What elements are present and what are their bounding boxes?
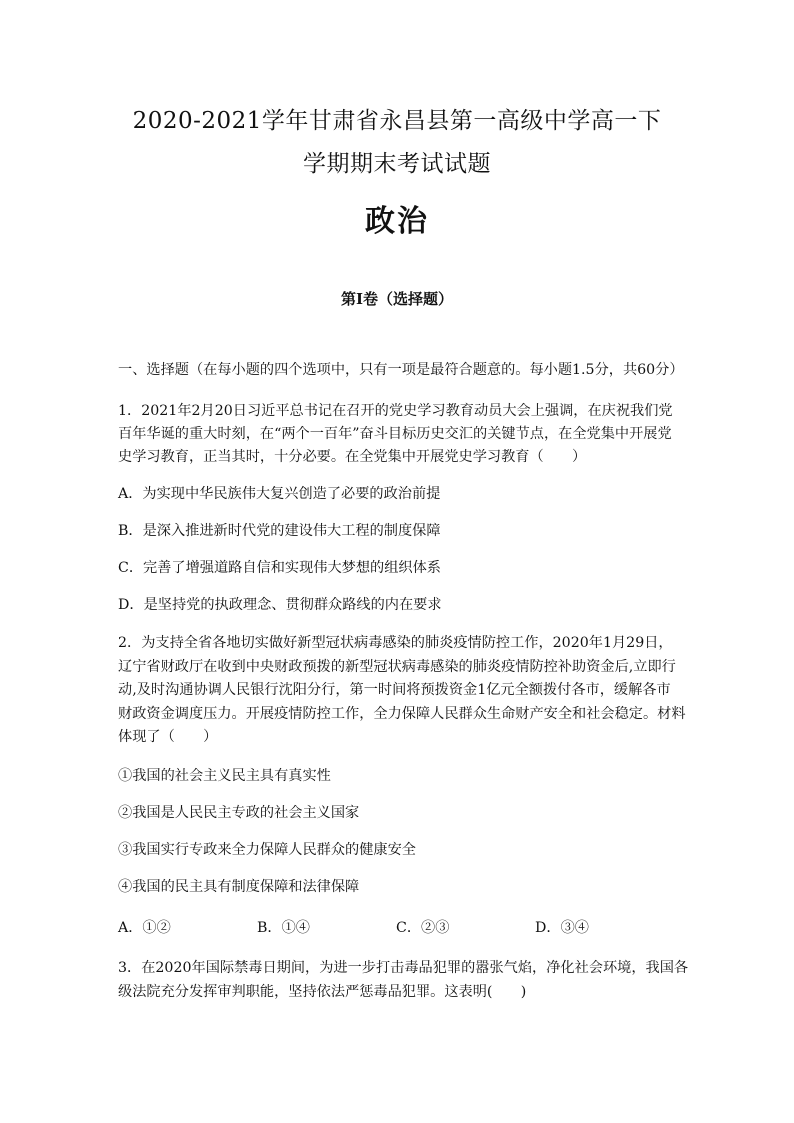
q2-option-c: C．②③ — [396, 920, 450, 936]
q1-option-c: C．完善了增强道路自信和实现伟大梦想的组织体系 — [118, 560, 441, 576]
q2-stem-line-2: 辽宁省财政厅在收到中央财政预拨的新型冠状病毒感染的肺炎疫情防控补助资金后,立即行 — [118, 659, 676, 675]
q3-stem-line-1: 3．在2020年国际禁毒日期间，为进一步打击毒品犯罪的嚣张气焰，净化社会环境，我国各 — [118, 960, 689, 976]
q1-stem-line-3: 史学习教育，正当其时，十分必要。在全党集中开展党史学习教育（ ） — [118, 449, 587, 465]
q2-option-d: D．③④ — [535, 920, 589, 936]
q1-stem-line-1: 1．2021年2月20日习近平总书记在召开的党史学习教育动员大会上强调，在庆祝我们党 — [118, 403, 673, 419]
q2-stem-line-5: 体现了（ ） — [118, 729, 218, 745]
q1-stem-line-2: 百年华诞的重大时刻，在“两个一百年”奋斗目标历史交汇的关键节点，在全党集中开展党 — [118, 426, 672, 442]
q2-stem-line-4: 财政资金调度压力。开展疫情防控工作，全力保障人民群众生命财产安全和社会稳定。材料 — [118, 706, 686, 722]
q2-statement-4: ④我国的民主具有制度保障和法律保障 — [118, 879, 360, 895]
q2-stem-line-3: 动,及时沟通协调人民银行沈阳分行，第一时间将预拨资金1亿元全额拨付各市，缓解各市 — [118, 682, 671, 698]
exam-title-line-1: 2020-2021学年甘肃省永昌县第一高级中学高一下 — [132, 108, 662, 134]
q1-option-b: B．是深入推进新时代党的建设伟大工程的制度保障 — [118, 523, 441, 539]
q1-option-d: D．是坚持党的执政理念、贯彻群众路线的内在要求 — [118, 597, 442, 613]
section-instruction: 一、选择题（在每小题的四个选项中，只有一项是最符合题意的。每小题1.5分，共60分） — [118, 362, 684, 378]
q2-statement-2: ②我国是人民民主专政的社会主义国家 — [118, 805, 360, 821]
q2-option-a: A．①② — [118, 920, 171, 936]
volume-title: 第Ⅰ卷（选择题） — [340, 290, 454, 308]
q1-option-a: A．为实现中华民族伟大复兴创造了必要的政治前提 — [118, 486, 441, 502]
q2-stem-line-1: 2．为支持全省各地切实做好新型冠状病毒感染的肺炎疫情防控工作，2020年1月29日， — [118, 635, 673, 651]
q2-statement-1: ①我国的社会主义民主具有真实性 — [118, 768, 331, 784]
q2-option-b: B．①④ — [257, 920, 310, 936]
subject-title: 政治 — [365, 204, 429, 239]
exam-title-line-2: 学期期末考试试题 — [303, 151, 491, 177]
q2-statement-3: ③我国实行专政来全力保障人民群众的健康安全 — [118, 842, 416, 858]
q3-stem-line-2: 级法院充分发挥审判职能，坚持依法严惩毒品犯罪。这表明( ) — [118, 984, 527, 1000]
